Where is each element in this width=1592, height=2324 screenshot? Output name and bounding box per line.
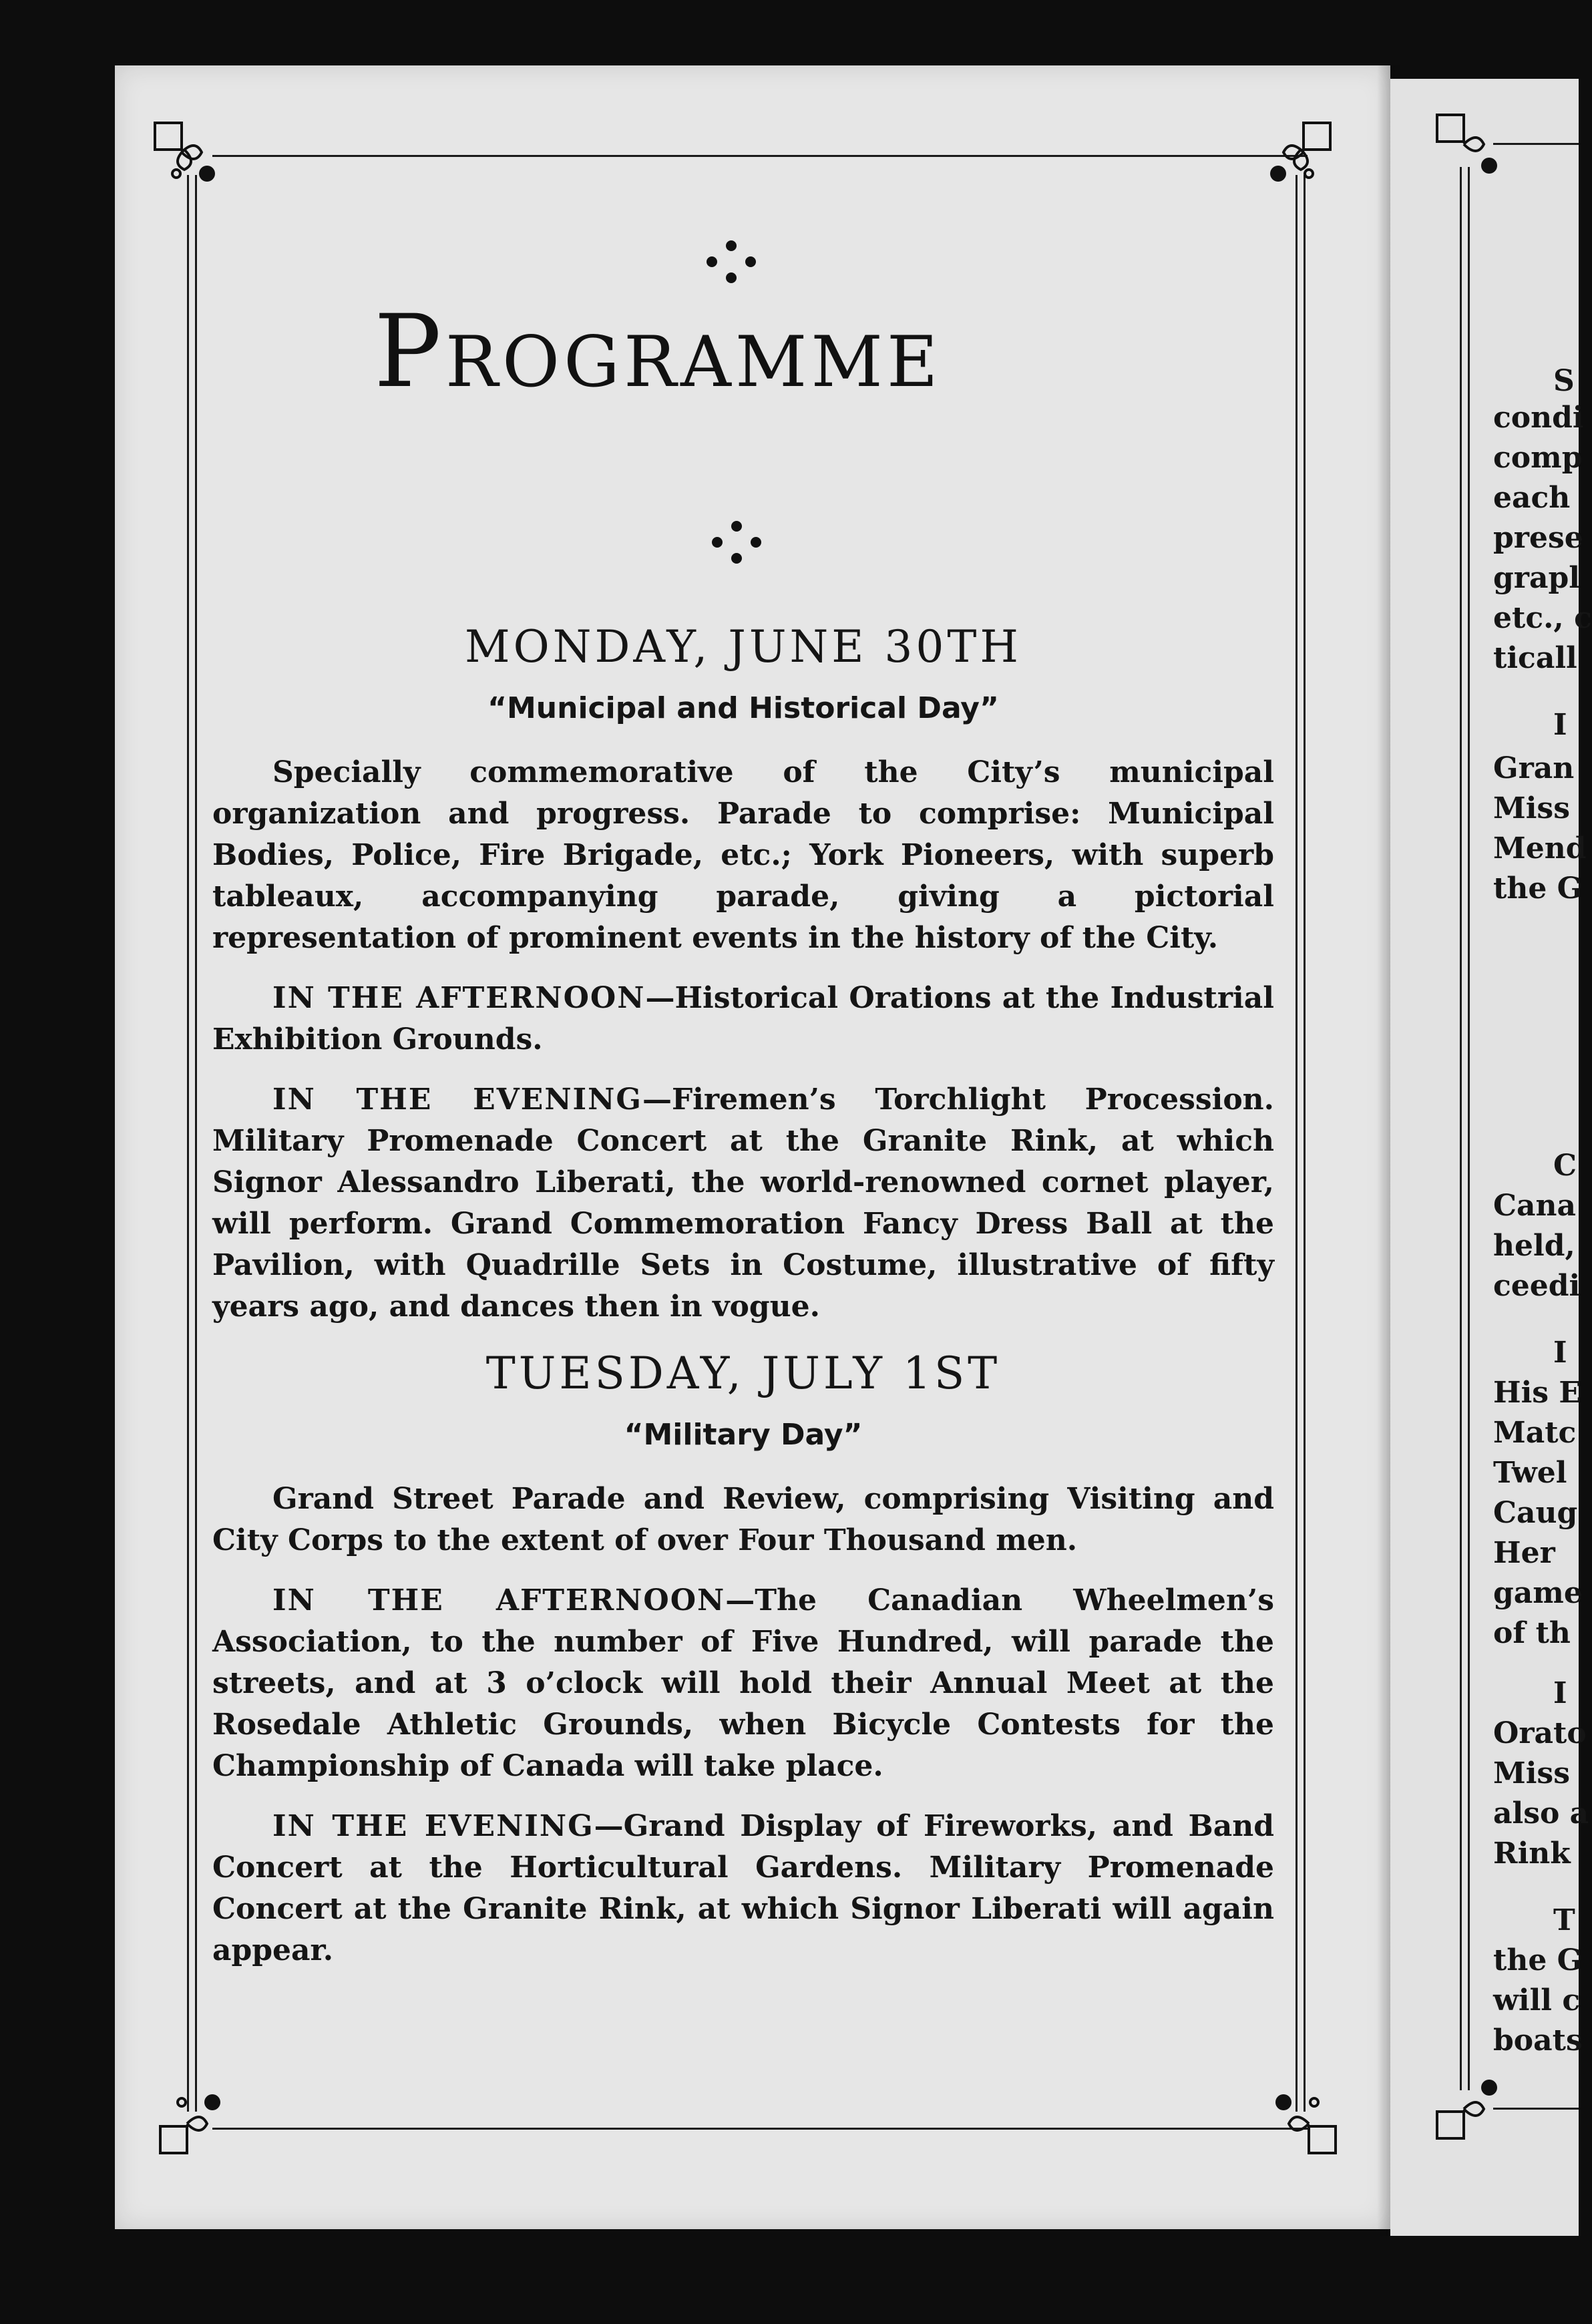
day-subtitle: “Municipal and Historical Day” [487, 691, 999, 725]
next-page-fragment: ticall [1493, 641, 1577, 675]
next-page-fragment: held, [1493, 1229, 1575, 1263]
programme-content [212, 621, 1274, 1990]
paragraph [212, 978, 1274, 1060]
paragraph-text: —Historical Orations at the Industrial Exhibition Grounds. [212, 981, 1274, 1056]
next-page-fragment: game [1493, 1576, 1583, 1610]
next-page-fragment: Gran [1493, 751, 1575, 785]
frame-left [187, 175, 189, 2112]
next-page-fragment: Cana [1493, 1189, 1577, 1223]
right-frame-left [1460, 167, 1462, 2090]
next-page-fragment: Miss [1493, 791, 1570, 825]
next-page-fragment: prese [1493, 521, 1583, 555]
next-page-fragment: I [1553, 1336, 1567, 1370]
next-page-fragment: Caug [1493, 1496, 1578, 1530]
paragraph-text: —Firemen’s Torchlight Procession. Military Promenade Concert at the Granite Rink, at which Signor Alessandro Liberati, the world-renowned cornet player, will perform. Grand Commemoration Fancy Dress Ball at the Pavilion, with Quadrille Sets in Costume, illustrative of fifty years ago, and dances then in vogue. [212, 1083, 1274, 1324]
next-page-fragment: ceedi [1493, 1269, 1581, 1303]
day-heading: MONDAY, JUNE 30TH [465, 621, 1022, 672]
day-tuesday [212, 1348, 1274, 1971]
next-page-fragment: of th [1493, 1616, 1571, 1650]
next-page-fragment: etc., c [1493, 601, 1592, 635]
next-page-fragment: comp [1493, 441, 1583, 475]
next-page-fragment: I [1553, 708, 1567, 742]
next-page-fragment: the G [1493, 872, 1583, 906]
next-page-fragment: Orato [1493, 1716, 1587, 1750]
page-title: Programme [374, 294, 942, 410]
paragraph [212, 752, 1274, 959]
paragraph-text: Grand Street Parade and Review, comprising Visiting and City Corps to the extent of over Four Thousand men. [212, 1482, 1274, 1557]
frame-left-inner [195, 175, 197, 2112]
next-page-fragment: also a [1493, 1796, 1589, 1830]
next-page-fragment: Twel [1493, 1456, 1567, 1490]
next-page-fragment: C [1553, 1149, 1577, 1183]
corner-ornament-icon [1433, 111, 1507, 184]
paragraph-text: —Grand Display of Fireworks, and Band Concert at the Horticultural Gardens. Military Promenade Concert at the Granite Rink, at which Signor Liberati will again appear. [212, 1809, 1274, 1967]
day-heading: TUESDAY, JULY 1ST [485, 1348, 1001, 1399]
corner-ornament-icon [151, 119, 224, 192]
next-page-fragment: Mend [1493, 831, 1587, 865]
next-page-fragment: will c [1493, 1983, 1581, 2017]
paragraph-text: —The Canadian Wheelmen’s Association, to the number of Five Hundred, will parade the streets, and at 3 o’clock will hold their Annual Meet at the Rosedale Athletic Grounds, when Bicycle Contests for the Championship of Canada will take place. [212, 1583, 1274, 1783]
day-monday [212, 621, 1274, 1328]
corner-ornament-icon [1433, 2069, 1507, 2142]
next-page-fragment: Matc [1493, 1416, 1577, 1450]
next-page-fragment: I [1553, 1676, 1567, 1710]
paragraph [212, 1580, 1274, 1787]
next-page-fragment: S [1553, 364, 1575, 398]
dot-ornament-icon [707, 518, 767, 565]
next-page-fragment: Rink [1493, 1836, 1571, 1871]
frame-bottom [212, 2128, 1308, 2130]
next-page-fragment: each [1493, 481, 1571, 515]
paragraph-text: Specially commemorative of the City’s municipal organization and progress. Parade to comprise: Municipal Bodies, Police, Fire Brigade, etc.; York Pioneers, with superb tableaux, accompanying parade, giving a pictorial representation of prominent events in the history of the City. [212, 755, 1274, 955]
next-page-fragment: Miss [1493, 1756, 1570, 1790]
next-page-fragment: the G [1493, 1943, 1583, 1977]
next-page-fragment: T [1553, 1903, 1575, 1937]
corner-ornament-icon [1261, 119, 1334, 192]
paragraph [212, 1479, 1274, 1561]
paragraph-lead: IN THE AFTERNOON [272, 981, 646, 1015]
day-subtitle: “Military Day” [624, 1418, 863, 1452]
next-page-fragment: grapl [1493, 561, 1580, 595]
next-page-fragment: condi [1493, 401, 1584, 435]
paragraph-lead: IN THE AFTERNOON [272, 1583, 726, 1617]
paragraph [212, 1079, 1274, 1328]
paragraph-lead: IN THE EVENING [272, 1083, 642, 1117]
dot-ornament-icon [701, 238, 761, 284]
next-page-fragment: boats [1493, 2023, 1583, 2058]
next-page-fragment: His E [1493, 1376, 1581, 1410]
frame-top [212, 155, 1308, 157]
frame-right [1296, 175, 1298, 2112]
next-page-fragment: Her [1493, 1536, 1555, 1570]
corner-ornament-icon [156, 2084, 230, 2157]
corner-ornament-icon [1266, 2084, 1340, 2157]
right-frame-left-inner [1468, 167, 1470, 2090]
paragraph-lead: IN THE EVENING [272, 1809, 594, 1843]
paragraph [212, 1806, 1274, 1971]
frame-right-inner [1304, 175, 1306, 2112]
